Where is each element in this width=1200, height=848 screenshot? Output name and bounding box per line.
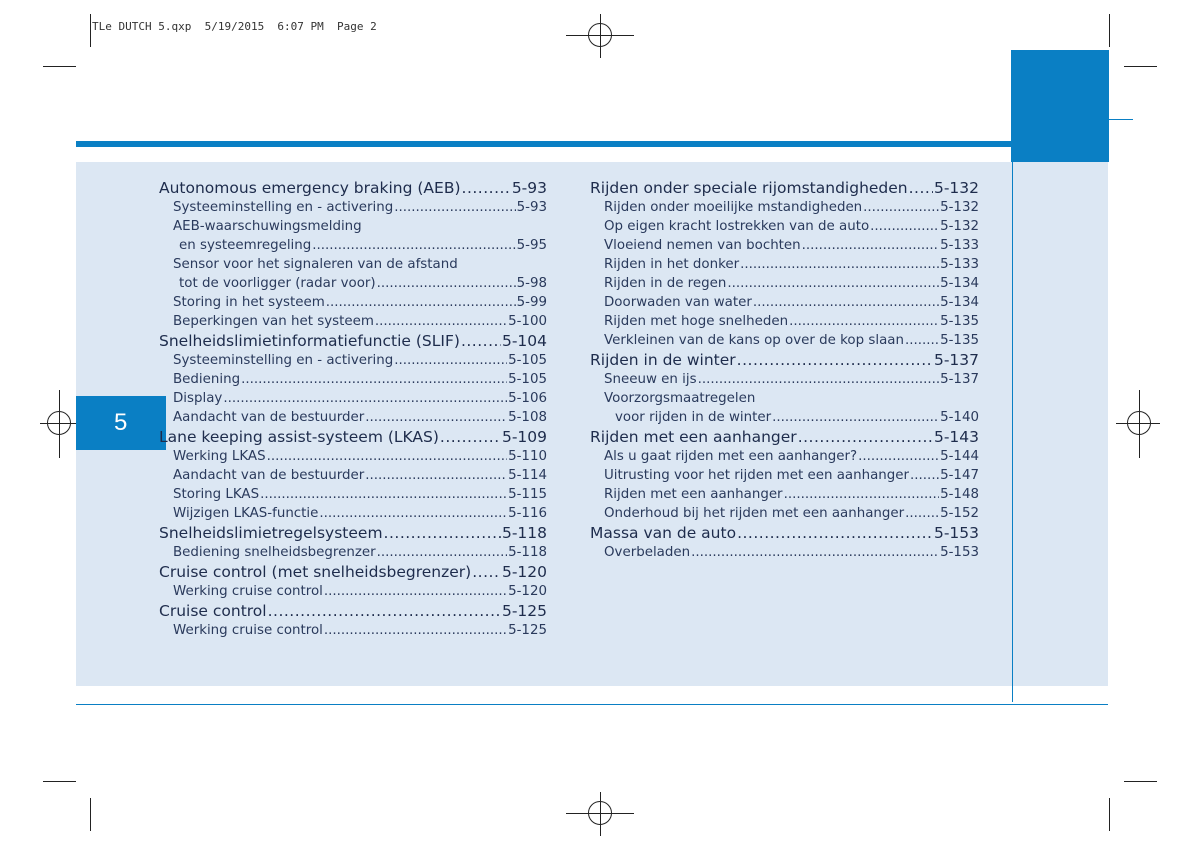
dot-leader bbox=[462, 178, 511, 198]
toc-entry-title: Cruise control (met snelheidsbegrenzer) bbox=[159, 563, 472, 581]
toc-entry-title: Display bbox=[173, 391, 223, 406]
toc-entry-page: 5-132 bbox=[933, 179, 979, 197]
toc-entry-page: 5-104 bbox=[501, 332, 547, 350]
toc-entry[interactable] bbox=[159, 370, 547, 389]
toc-heading[interactable] bbox=[590, 178, 979, 198]
toc-entry-title: Doorwaden van water bbox=[604, 295, 752, 310]
dot-leader bbox=[909, 178, 933, 198]
crop-mark bbox=[43, 66, 76, 67]
toc-entry-title: Als u gaat rijden met een aanhanger? bbox=[604, 449, 858, 464]
toc-entry-page: 5-132 bbox=[940, 219, 979, 234]
toc-entry[interactable] bbox=[590, 485, 979, 504]
toc-heading[interactable] bbox=[159, 427, 547, 447]
toc-entry-page: 5-118 bbox=[508, 545, 547, 560]
toc-entry-title: Bediening snelheidsbegrenzer bbox=[173, 545, 376, 560]
footer-rule bbox=[76, 704, 1108, 705]
crop-mark bbox=[1124, 781, 1157, 782]
toc-heading[interactable] bbox=[159, 601, 547, 621]
toc-entry-page: 5-152 bbox=[940, 506, 979, 521]
toc-entry-page: 5-143 bbox=[933, 428, 979, 446]
dot-leader bbox=[312, 236, 515, 255]
toc-entry-page: 5-106 bbox=[508, 391, 547, 406]
toc-entry-page: 5-148 bbox=[940, 487, 979, 502]
toc-entry-page: 5-110 bbox=[508, 449, 547, 464]
toc-heading[interactable] bbox=[590, 350, 979, 370]
toc-entry[interactable] bbox=[159, 582, 547, 601]
dot-leader bbox=[905, 331, 939, 350]
toc-entry-page: 5-137 bbox=[940, 372, 979, 387]
toc-entry-page: 5-153 bbox=[933, 524, 979, 542]
toc-entry-title: Beperkingen van het systeem bbox=[173, 314, 374, 329]
toc-entry-page: 5-140 bbox=[940, 410, 979, 425]
toc-entry[interactable] bbox=[159, 198, 547, 217]
toc-entry-page: 5-144 bbox=[940, 449, 979, 464]
toc-entry-title: Rijden onder moeilijke mstandigheden bbox=[604, 200, 863, 215]
dot-leader bbox=[319, 504, 507, 523]
toc-subheading-line: Voorzorgsmaatregelen bbox=[604, 391, 756, 406]
toc-heading[interactable] bbox=[590, 427, 979, 447]
dot-leader bbox=[740, 255, 939, 274]
toc-entry-title: Werking LKAS bbox=[173, 449, 266, 464]
toc-entry[interactable] bbox=[159, 351, 547, 370]
toc-entry-page: 5-109 bbox=[501, 428, 547, 446]
toc-entry-page: 5-135 bbox=[940, 314, 979, 329]
toc-heading[interactable] bbox=[159, 562, 547, 582]
toc-entry[interactable] bbox=[590, 331, 979, 350]
toc-entry-title: Storing in het systeem bbox=[173, 295, 325, 310]
toc-entry[interactable] bbox=[159, 312, 547, 331]
dot-leader bbox=[802, 236, 939, 255]
panel-divider bbox=[1012, 162, 1013, 702]
toc-entry[interactable] bbox=[590, 255, 979, 274]
toc-entry[interactable] bbox=[590, 198, 979, 217]
toc-entry-title: Aandacht van de bestuurder bbox=[173, 410, 365, 425]
dot-leader bbox=[737, 350, 933, 370]
dot-leader bbox=[365, 408, 507, 427]
dot-leader bbox=[324, 582, 507, 601]
toc-entry[interactable] bbox=[590, 466, 979, 485]
toc-entry-page: 5-134 bbox=[940, 276, 979, 291]
toc-entry[interactable] bbox=[159, 408, 547, 427]
toc-entry-title: Onderhoud bij het rijden met een aanhanger bbox=[604, 506, 905, 521]
toc-entry-title: Vloeiend nemen van bochten bbox=[604, 238, 801, 253]
toc-entry-page: 5-114 bbox=[508, 468, 547, 483]
toc-entry-title: Rijden in de winter bbox=[590, 351, 736, 369]
toc-entry-title: Snelheidslimietinformatiefunctie (SLIF) bbox=[159, 332, 460, 350]
toc-entry-page: 5-100 bbox=[508, 314, 547, 329]
toc-entry-page: 5-125 bbox=[508, 623, 547, 638]
toc-entry-title: Rijden onder speciale rijomstandigheden bbox=[590, 179, 908, 197]
dot-leader bbox=[698, 370, 940, 389]
toc-entry[interactable] bbox=[159, 485, 547, 504]
toc-entry[interactable] bbox=[590, 293, 979, 312]
toc-entry-page: 5-120 bbox=[508, 584, 547, 599]
toc-entry[interactable] bbox=[159, 274, 547, 293]
toc-subheading-line: Sensor voor het signaleren van de afstand bbox=[173, 257, 458, 272]
toc-entry-page: 5-120 bbox=[501, 563, 547, 581]
toc-entry-title: Rijden in het donker bbox=[604, 257, 740, 272]
toc-entry-title: Rijden met hoge snelheden bbox=[604, 314, 789, 329]
toc-entry[interactable] bbox=[590, 543, 979, 562]
dot-leader bbox=[394, 198, 515, 217]
toc-entry-title: Lane keeping assist-systeem (LKAS) bbox=[159, 428, 439, 446]
toc-entry-page: 5-125 bbox=[501, 602, 547, 620]
dot-leader bbox=[326, 293, 516, 312]
toc-entry[interactable] bbox=[590, 370, 979, 389]
dot-leader bbox=[905, 504, 939, 523]
toc-heading[interactable] bbox=[590, 523, 979, 543]
toc-entry-page: 5-133 bbox=[940, 238, 979, 253]
dot-leader bbox=[870, 217, 939, 236]
dot-leader bbox=[384, 523, 501, 543]
toc-entry-page: 5-153 bbox=[940, 545, 979, 560]
toc-entry-title: Autonomous emergency braking (AEB) bbox=[159, 179, 461, 197]
dot-leader bbox=[223, 389, 507, 408]
dot-leader bbox=[858, 447, 939, 466]
dot-leader bbox=[324, 621, 507, 640]
crop-mark bbox=[1109, 798, 1110, 831]
toc-entry-page: 5-93 bbox=[511, 179, 547, 197]
toc-entry-title: Massa van de auto bbox=[590, 524, 737, 542]
header-rule bbox=[76, 141, 1108, 147]
toc-heading[interactable] bbox=[159, 178, 547, 198]
toc-entry-title: voor rijden in de winter bbox=[615, 410, 772, 425]
toc-entry-title: Overbeladen bbox=[604, 545, 691, 560]
toc-entry-page: 5-132 bbox=[940, 200, 979, 215]
dot-leader bbox=[267, 447, 507, 466]
dot-leader bbox=[910, 466, 939, 485]
toc-entry-page: 5-137 bbox=[933, 351, 979, 369]
toc-left-column bbox=[159, 178, 547, 640]
toc-entry-title: Wijzigen LKAS-functie bbox=[173, 506, 319, 521]
crop-mark bbox=[90, 798, 91, 831]
dot-leader bbox=[377, 543, 507, 562]
toc-entry-page: 5-105 bbox=[508, 372, 547, 387]
toc-entry[interactable] bbox=[590, 447, 979, 466]
toc-entry-title: en systeemregeling bbox=[179, 238, 312, 253]
dot-leader bbox=[377, 274, 516, 293]
crop-mark bbox=[90, 14, 91, 47]
toc-entry[interactable] bbox=[159, 466, 547, 485]
toc-entry-title: Storing LKAS bbox=[173, 487, 260, 502]
dot-leader bbox=[365, 466, 507, 485]
toc-entry[interactable] bbox=[590, 504, 979, 523]
toc-entry[interactable] bbox=[159, 621, 547, 640]
toc-entry-page: 5-108 bbox=[508, 410, 547, 425]
toc-entry-page: 5-147 bbox=[940, 468, 979, 483]
toc-entry[interactable] bbox=[590, 408, 979, 427]
toc-entry-page: 5-135 bbox=[940, 333, 979, 348]
toc-entry-title: Systeeminstelling en - activering bbox=[173, 200, 394, 215]
toc-entry[interactable] bbox=[159, 504, 547, 523]
toc-entry[interactable] bbox=[159, 236, 547, 255]
toc-entry-page: 5-98 bbox=[516, 276, 547, 291]
toc-entry-page: 5-105 bbox=[508, 353, 547, 368]
dot-leader bbox=[772, 408, 939, 427]
toc-entry[interactable] bbox=[159, 543, 547, 562]
dot-leader bbox=[394, 351, 507, 370]
toc-entry[interactable] bbox=[590, 274, 979, 293]
dot-leader bbox=[691, 543, 939, 562]
toc-entry-page: 5-99 bbox=[516, 295, 547, 310]
toc-entry[interactable] bbox=[159, 389, 547, 408]
toc-right-column bbox=[590, 178, 979, 562]
toc-entry-page: 5-134 bbox=[940, 295, 979, 310]
dot-leader bbox=[753, 293, 939, 312]
toc-entry-title: Bediening bbox=[173, 372, 241, 387]
toc-entry[interactable] bbox=[159, 447, 547, 466]
toc-entry-title: Rijden in de regen bbox=[604, 276, 727, 291]
toc-entry-title: Systeeminstelling en - activering bbox=[173, 353, 394, 368]
dot-leader bbox=[260, 485, 507, 504]
toc-entry-page: 5-93 bbox=[516, 200, 547, 215]
print-slug: TLe DUTCH 5.qxp 5/19/2015 6:07 PM Page 2 bbox=[92, 20, 377, 33]
toc-entry-title: Snelheidslimietregelsysteem bbox=[159, 524, 383, 542]
toc-entry-title: Rijden met een aanhanger bbox=[604, 487, 783, 502]
toc-entry-title: Uitrusting voor het rijden met een aanhanger bbox=[604, 468, 910, 483]
toc-entry-title: Rijden met een aanhanger bbox=[590, 428, 797, 446]
toc-entry-page: 5-116 bbox=[508, 506, 547, 521]
toc-entry-page: 5-95 bbox=[516, 238, 547, 253]
dot-leader bbox=[375, 312, 507, 331]
color-tab-tick bbox=[1109, 119, 1133, 120]
toc-heading[interactable] bbox=[159, 523, 547, 543]
toc-entry-title: Aandacht van de bestuurder bbox=[173, 468, 365, 483]
toc-entry-title: Op eigen kracht lostrekken van de auto bbox=[604, 219, 870, 234]
toc-entry-page: 5-118 bbox=[501, 524, 547, 542]
dot-leader bbox=[737, 523, 933, 543]
toc-entry[interactable] bbox=[590, 312, 979, 331]
toc-entry-title: Werking cruise control bbox=[173, 623, 323, 638]
toc-entry-title: Werking cruise control bbox=[173, 584, 323, 599]
dot-leader bbox=[798, 427, 933, 447]
toc-entry-page: 5-115 bbox=[508, 487, 547, 502]
dot-leader bbox=[440, 427, 501, 447]
chapter-number: 5 bbox=[114, 409, 128, 436]
toc-entry-title: Cruise control bbox=[159, 602, 267, 620]
crop-mark bbox=[43, 781, 76, 782]
toc-heading[interactable] bbox=[159, 331, 547, 351]
crop-mark bbox=[1109, 14, 1110, 47]
dot-leader bbox=[241, 370, 507, 389]
toc-subheading-line: AEB-waarschuwingsmelding bbox=[173, 219, 362, 234]
dot-leader bbox=[784, 485, 940, 504]
toc-entry-title: Sneeuw en ijs bbox=[604, 372, 697, 387]
chapter-tab bbox=[76, 396, 166, 450]
toc-entry[interactable] bbox=[159, 293, 547, 312]
toc-entry[interactable] bbox=[590, 217, 979, 236]
dot-leader bbox=[461, 331, 501, 351]
toc-entry-title: Verkleinen van de kans op over de kop slaan bbox=[604, 333, 904, 348]
dot-leader bbox=[727, 274, 939, 293]
crop-mark bbox=[1124, 66, 1157, 67]
dot-leader bbox=[268, 601, 501, 621]
toc-entry-page: 5-133 bbox=[940, 257, 979, 272]
dot-leader bbox=[472, 562, 501, 582]
dot-leader bbox=[863, 198, 939, 217]
dot-leader bbox=[789, 312, 939, 331]
toc-entry-title: tot de voorligger (radar voor) bbox=[179, 276, 376, 291]
toc-entry[interactable] bbox=[590, 236, 979, 255]
